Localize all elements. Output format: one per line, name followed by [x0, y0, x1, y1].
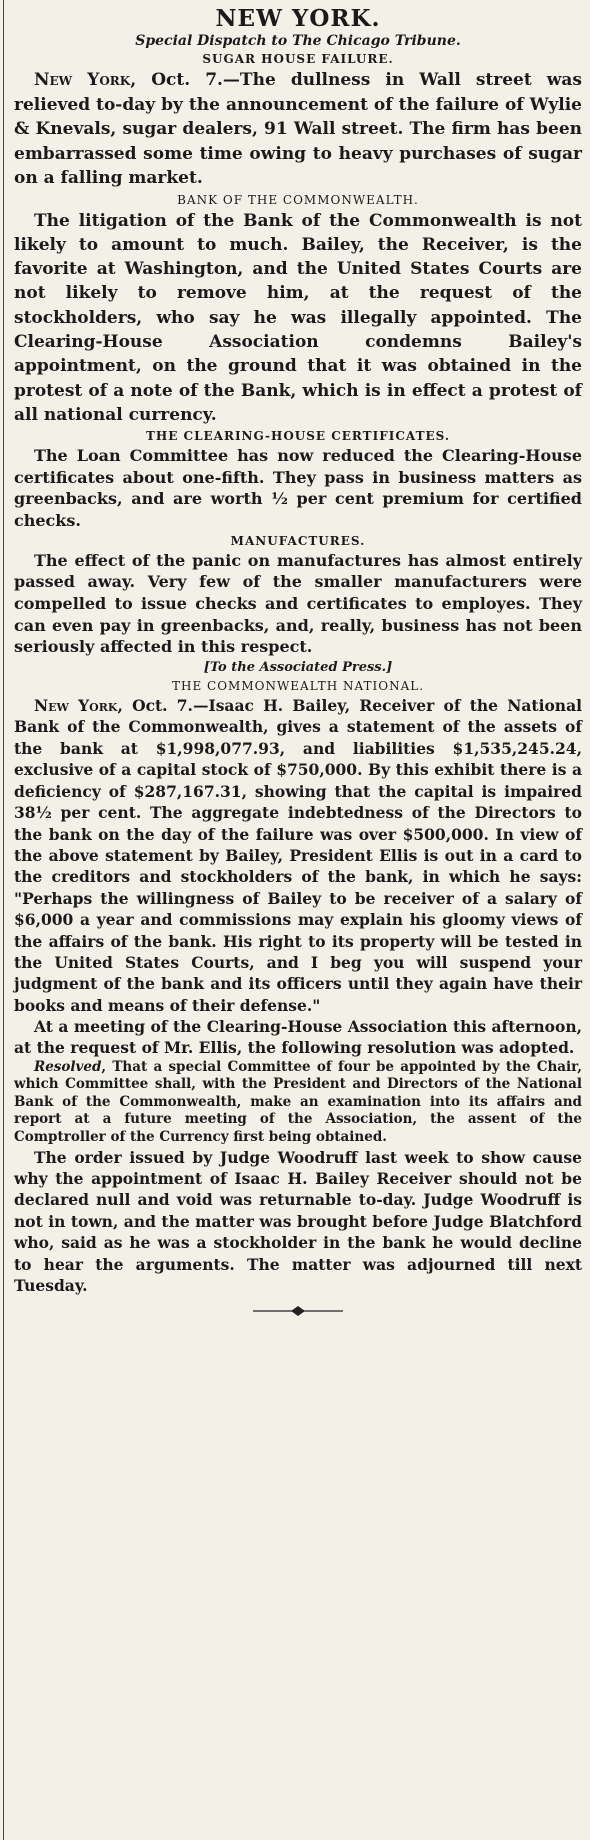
- section-heading-sugar: SUGAR HOUSE FAILURE.: [202, 52, 394, 66]
- paragraph-bank: The litigation of the Bank of the Commonwealth is not likely to amount to much. Bailey, the Receiver, is the favorite at Washington, and the United States Courts are not likely to remove him, at the request of the stockholders, who say he was illegally appointed. The Clearing-House Association condemns Bailey's appointment, on the ground that it was obtained in the protest of a note of the Bank, which is in effect a protest of all national currency.: [14, 210, 582, 425]
- paragraph-commonwealth-national: [14, 695, 582, 1016]
- section-heading-commonwealth-national: THE COMMONWEALTH NATIONAL.: [171, 679, 425, 694]
- section-heading-manufactures: MANUFACTURES.: [230, 533, 366, 548]
- column-rule: [3, 0, 4, 1840]
- paragraph-manufactures: The effect of the panic on manufactures has almost entirely passed away. Very few of the smaller manufacturers were compelled to issue checks and certificates to employes. They can even pay in greenbacks, and, really, business has not been seriously affected in this respect.: [14, 550, 582, 657]
- section-heading-certificates: THE CLEARING-HOUSE CERTIFICATES.: [145, 429, 451, 444]
- associated-press-credit: [To the Associated Press.]: [203, 660, 393, 676]
- end-ornament: [14, 1302, 582, 1321]
- paragraph-certificates: The Loan Committee has now reduced the Clearing-House certificates about one-fifth. They pass in business matters as greenbacks, and are worth ½ per cent premium for certified checks.: [14, 446, 582, 530]
- dateline: New York: [34, 696, 118, 716]
- resolved-label: Resolved: [34, 1058, 102, 1075]
- paragraph-meeting: At a meeting of the Clearing-House Association this afternoon, at the request of Mr. Ellis, the following resolution was adopted.: [14, 1017, 582, 1058]
- end-ornament-icon: [253, 1305, 343, 1317]
- dispatch-line: Special Dispatch to The Chicago Tribune.: [135, 33, 461, 49]
- paragraph-sugar: [14, 68, 582, 191]
- dateline: New York: [34, 70, 131, 90]
- article-title: NEW YORK.: [215, 5, 381, 32]
- paragraph-text: , Oct. 7.—The dullness in Wall street was relieved to-day by the announcement of the failure of Wylie & Knevals, sugar dealers, 91 Wall street. The firm has been embarrassed some time owing to heavy purchases of sugar on a falling market.: [14, 70, 582, 188]
- section-heading-bank: BANK OF THE COMMONWEALTH.: [177, 192, 419, 207]
- paragraph-order: The order issued by Judge Woodruff last week to show cause why the appointment of Isaac H. Bailey Receiver should not be declared null and void was returnable to-day. Judge Woodruff is not in town, and the matter was brought before Judge Blatchford who, said as he was a stockholder in the bank he would decline to hear the arguments. The matter was adjourned till next Tuesday.: [14, 1147, 582, 1295]
- paragraph-resolution: [14, 1059, 582, 1147]
- paragraph-text: , Oct. 7.—Isaac H. Bailey, Receiver of the National Bank of the Commonwealth, gives a statement of the assets of the bank at $1,998,077.93, and liabilities $1,535,245.24, exclusive of a capital stock of $750,000. By this exhibit there is a deficiency of $287,167.31, showing that the capital is impaired 38½ per cent. The aggregate indebtedness of the Directors to the bank on the day of the failure was over $500,000. In view of the above statement by Bailey, President Ellis is out in a card to the creditors and stockholders of the bank, in which he says: "Perhaps the willingness of Bailey to be receiver of a salary of $6,000 a year and commissions may explain his gloomy views of the affairs of the bank. His right to its property will be tested in the United States Courts, and I beg you will suspend your judgment of the bank and its officers until they again have their books and means of their defense.": [14, 696, 583, 1015]
- resolution-text: , That a special Committee of four be appointed by the Chair, which Committee shall, with the President and Directors of the National Bank of the Commonwealth, make an examination into its affairs and report at a future meeting of the Association, the assent of the Comptroller of the Currency first being obtained.: [14, 1058, 582, 1145]
